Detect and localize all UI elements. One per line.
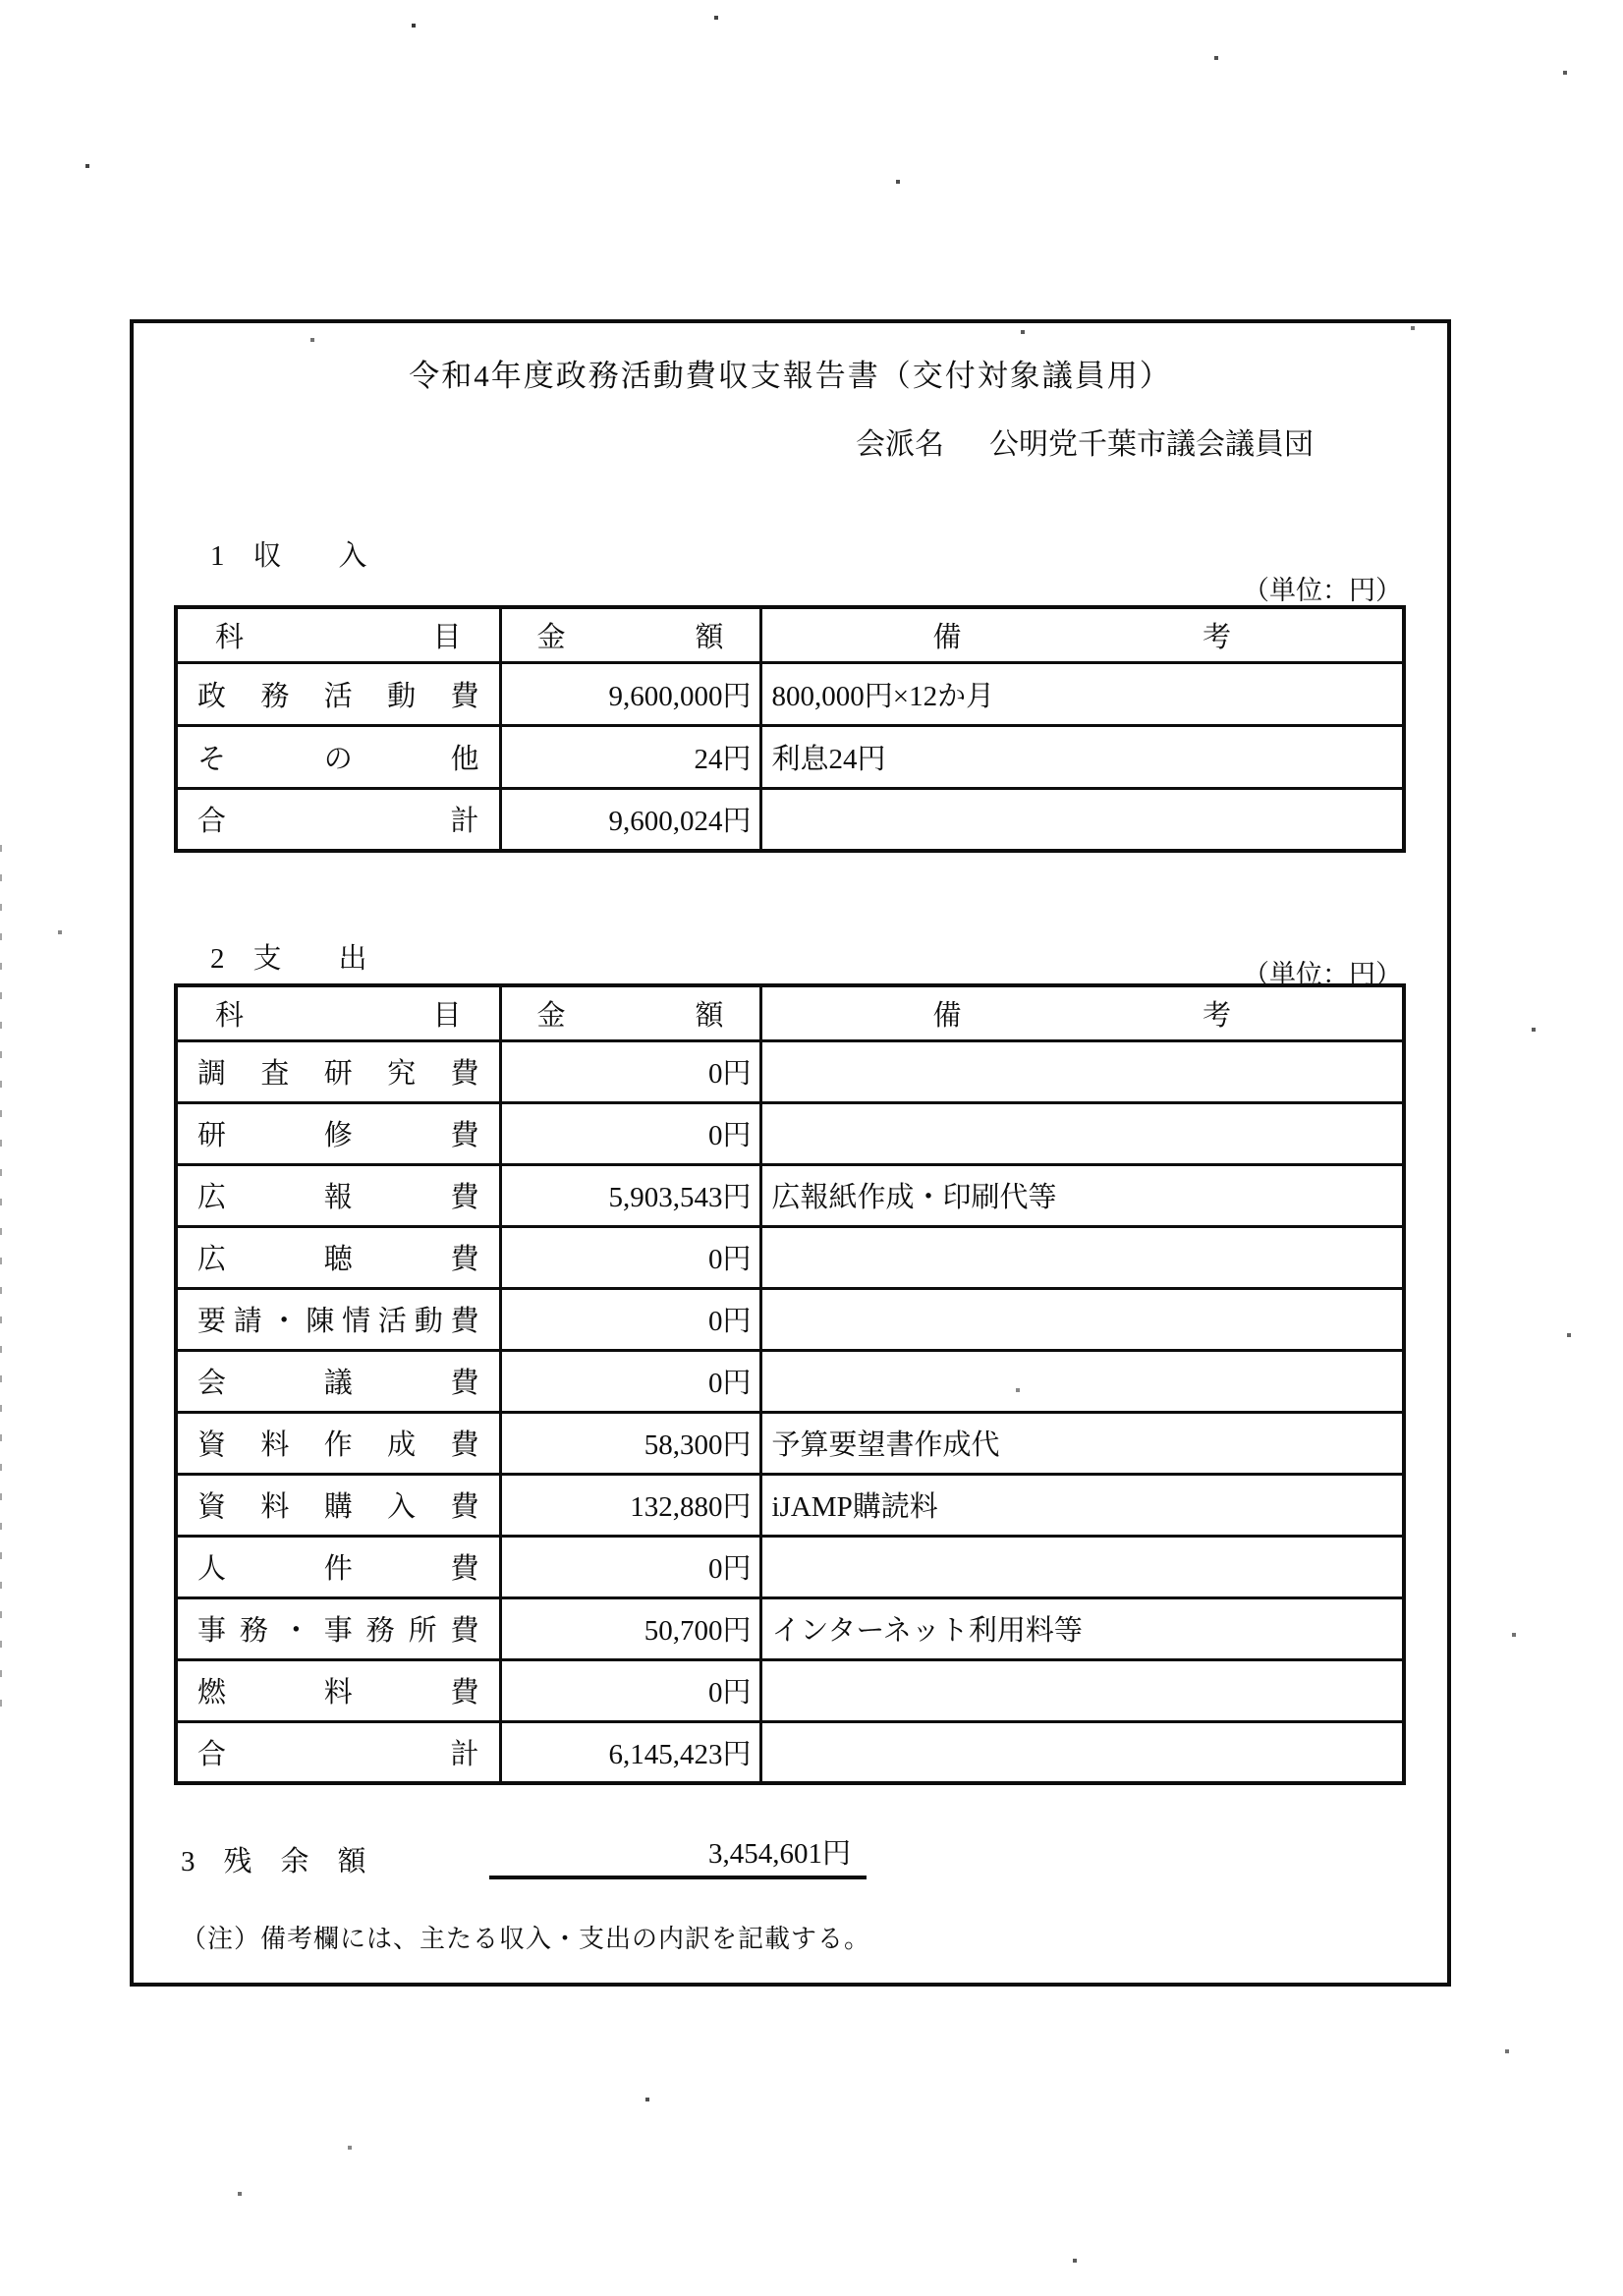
remarks-cell xyxy=(760,1102,1404,1164)
item-cell: 広聴費 xyxy=(176,1226,500,1288)
income-header-row xyxy=(176,607,1404,662)
item-cell: 会議費 xyxy=(176,1350,500,1412)
amount-cell: 5,903,543円 xyxy=(500,1164,760,1226)
amount-cell: 0円 xyxy=(500,1040,760,1102)
expense-section-heading: 2 支 出 xyxy=(210,943,367,975)
income-column-remarks: 備考 xyxy=(760,607,1404,662)
item-cell: 資料購入費 xyxy=(176,1474,500,1536)
remarks-cell: 800,000円×12か月 xyxy=(760,662,1404,725)
table-row xyxy=(176,725,1404,788)
amount-cell: 50,700円 xyxy=(500,1597,760,1659)
remarks-cell xyxy=(760,1659,1404,1721)
item-cell: 燃料費 xyxy=(176,1659,500,1721)
table-row xyxy=(176,662,1404,725)
item-cell: 政務活動費 xyxy=(176,662,500,725)
remainder-heading: 3 残 余 額 xyxy=(181,1846,366,1877)
amount-cell: 0円 xyxy=(500,1288,760,1350)
table-row xyxy=(176,1226,1404,1288)
amount-cell: 0円 xyxy=(500,1350,760,1412)
remarks-cell xyxy=(760,788,1404,851)
expense-table-body xyxy=(176,1040,1404,1783)
item-cell: 資料作成費 xyxy=(176,1412,500,1474)
item-cell: 合計 xyxy=(176,1721,500,1783)
remarks-cell xyxy=(760,1721,1404,1783)
table-row xyxy=(176,1350,1404,1412)
amount-cell: 132,880円 xyxy=(500,1474,760,1536)
table-row xyxy=(176,1597,1404,1659)
item-cell: 広報費 xyxy=(176,1164,500,1226)
income-table xyxy=(174,605,1406,853)
item-cell: 事務・事務所費 xyxy=(176,1597,500,1659)
amount-cell: 6,145,423円 xyxy=(500,1721,760,1783)
remarks-cell: 広報紙作成・印刷代等 xyxy=(760,1164,1404,1226)
income-column-item: 科目 xyxy=(176,607,500,662)
income-table-body xyxy=(176,662,1404,851)
report-frame xyxy=(130,319,1451,1987)
table-row xyxy=(176,1102,1404,1164)
expense-column-remarks: 備考 xyxy=(760,985,1404,1040)
scan-noise xyxy=(0,0,2,2)
faction-name: 公明党千葉市議会議員団 xyxy=(989,428,1314,461)
report-title: 令和4年度政務活動費収支報告書（交付対象議員用） xyxy=(409,359,1172,393)
amount-cell: 58,300円 xyxy=(500,1412,760,1474)
item-cell: 研修費 xyxy=(176,1102,500,1164)
amount-cell: 9,600,024円 xyxy=(500,788,760,851)
table-row xyxy=(176,1536,1404,1597)
item-cell: 調査研究費 xyxy=(176,1040,500,1102)
faction-label: 会派名 xyxy=(856,428,944,461)
table-row xyxy=(176,1288,1404,1350)
table-row xyxy=(176,788,1404,851)
item-cell: 要請・陳情活動費 xyxy=(176,1288,500,1350)
table-row xyxy=(176,1412,1404,1474)
scan-edge-artifact xyxy=(0,845,2,1729)
item-cell: 合計 xyxy=(176,788,500,851)
expense-column-amount: 金額 xyxy=(500,985,760,1040)
amount-cell: 0円 xyxy=(500,1102,760,1164)
amount-cell: 9,600,000円 xyxy=(500,662,760,725)
income-section-heading: 1 収 入 xyxy=(210,540,367,572)
remarks-cell: インターネット利用料等 xyxy=(760,1597,1404,1659)
item-cell: 人件費 xyxy=(176,1536,500,1597)
amount-cell: 24円 xyxy=(500,725,760,788)
expense-table xyxy=(174,983,1406,1785)
table-row xyxy=(176,1474,1404,1536)
remarks-cell: 予算要望書作成代 xyxy=(760,1412,1404,1474)
footnote: （注）備考欄には、主たる収入・支出の内訳を記載する。 xyxy=(181,1925,871,1953)
expense-column-item: 科目 xyxy=(176,985,500,1040)
table-row xyxy=(176,1164,1404,1226)
income-column-amount: 金額 xyxy=(500,607,760,662)
faction-line xyxy=(856,420,1314,463)
remarks-cell xyxy=(760,1040,1404,1102)
remarks-cell: iJAMP購読料 xyxy=(760,1474,1404,1536)
expense-unit-label: （単位：円） xyxy=(1243,960,1402,989)
table-row xyxy=(176,1040,1404,1102)
expense-header-row xyxy=(176,985,1404,1040)
table-row xyxy=(176,1721,1404,1783)
remarks-cell xyxy=(760,1226,1404,1288)
amount-cell: 0円 xyxy=(500,1226,760,1288)
remainder-amount: 3,454,601円 xyxy=(489,1832,867,1879)
amount-cell: 0円 xyxy=(500,1536,760,1597)
remarks-cell xyxy=(760,1350,1404,1412)
income-unit-label: （単位：円） xyxy=(1243,576,1402,605)
amount-cell: 0円 xyxy=(500,1659,760,1721)
remarks-cell xyxy=(760,1536,1404,1597)
remarks-cell xyxy=(760,1288,1404,1350)
table-row xyxy=(176,1659,1404,1721)
remarks-cell: 利息24円 xyxy=(760,725,1404,788)
item-cell: その他 xyxy=(176,725,500,788)
